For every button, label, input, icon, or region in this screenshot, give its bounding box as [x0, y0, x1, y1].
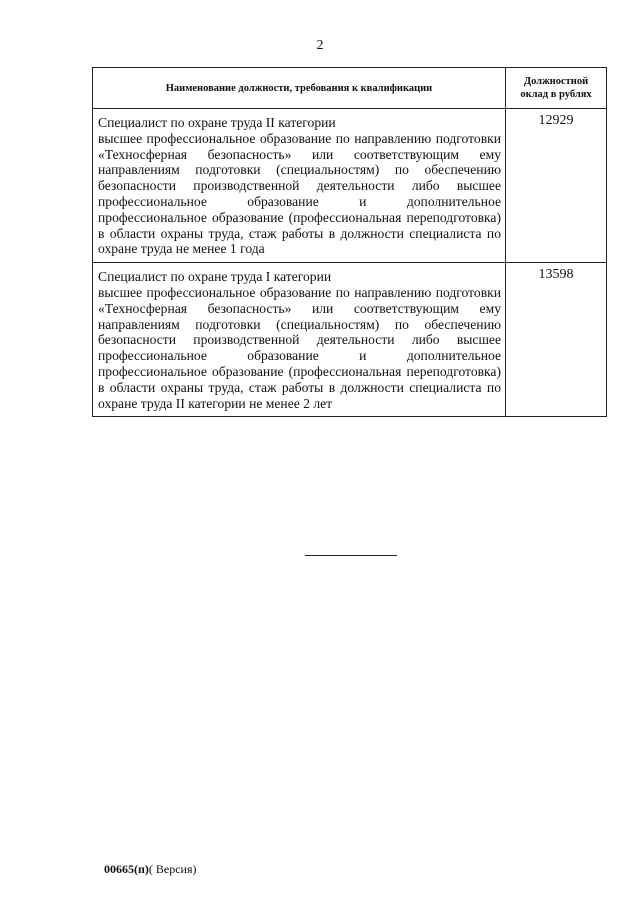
- salary-value: 13598: [506, 263, 607, 417]
- document-version: ( Версия): [148, 862, 197, 876]
- table-header-row: [93, 68, 607, 109]
- positions-table: [92, 67, 607, 417]
- position-title: Специалист по охране труда I категории: [98, 269, 332, 285]
- document-code: 00665(п): [104, 862, 149, 876]
- header-salary: Должностной оклад в рублях: [506, 68, 607, 109]
- position-title: Специалист по охране труда II категории: [98, 115, 336, 130]
- table-row: [93, 109, 607, 263]
- divider-line: [305, 555, 397, 556]
- table-row: [93, 263, 607, 417]
- salary-value: 12929: [506, 109, 607, 263]
- header-position: Наименование должности, требования к квалификации: [93, 68, 506, 109]
- page-number: 2: [316, 38, 324, 53]
- position-description: [93, 109, 506, 263]
- position-requirements: высшее профессиональное образование по направлению подготовки «Техносферная безопасность» или соответствующим ему направлениям подготовки (специальностям) по обеспечению безопасности производственной деятельности либо высшее профессиональное образование и дополнительное профессиональное образование (профессиональная переподготовка) в области охраны труда, стаж работы в должности специалиста по охране труда II категории не менее 2 лет: [98, 284, 501, 411]
- footer-document-code: [104, 862, 197, 877]
- position-description: [93, 263, 506, 417]
- position-requirements: высшее профессиональное образование по направлению подготовки «Техносферная безопасность» или соответствующим ему направлениям подготовки (специальностям) по обеспечению безопасности производственной деятельности либо высшее профессиональное образование и дополнительное профессиональное образование (профессиональная переподготовка) в области охраны труда, стаж работы в должности специалиста по охране труда не менее 1 года: [98, 130, 501, 257]
